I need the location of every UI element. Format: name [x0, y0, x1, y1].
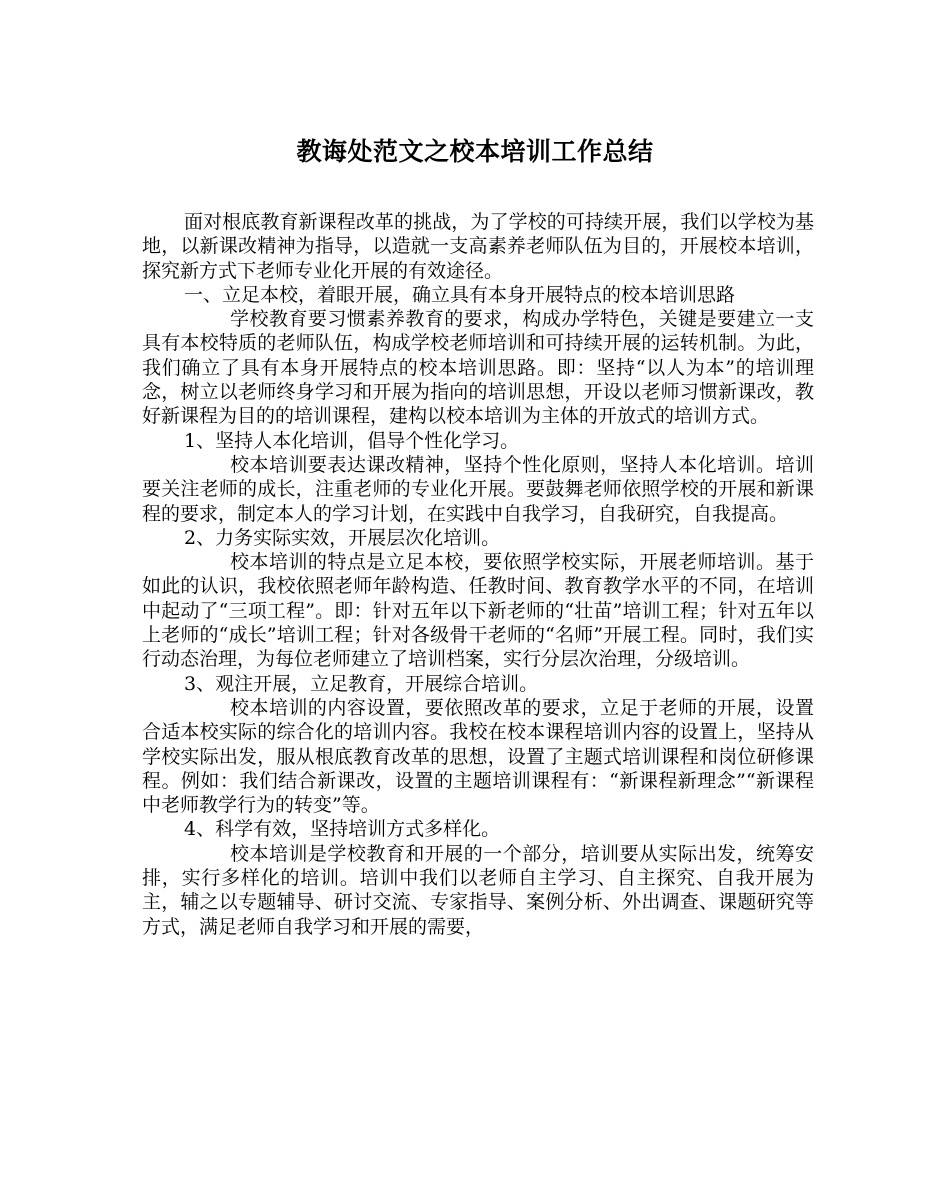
paragraph: 校本培训的特点是立足本校，要依照学校实际，开展老师培训。基于如此的认识，我校依照老师年龄构造、任教时间、教育教学水平的不同，在培训中起动了“三项工程”。即：针对五年以下新老师的“壮苗”培训工程；针对五年以上老师的“成长”培训工程；针对各级骨干老师的“名师”开展工程。同时，我们实行动态治理，为每位老师建立了培训档案，实行分层次治理，分级培训。 — [142, 551, 814, 671]
paragraph: 学校教育要习惯素养教育的要求，构成办学特色，关键是要建立一支具有本校特质的老师队伍，构成学校老师培训和可持续开展的运转机制。为此，我们确立了具有本身开展特点的校本培训思路。即：坚持“以人为本”的培训理念，树立以老师终身学习和开展为指向的培训思想，开设以老师习惯新课改，教好新课程为目的的培训课程，建构以校本培训为主体的开放式的培训方式。 — [142, 308, 814, 428]
document-body — [142, 210, 814, 939]
paragraph: 校本培训的内容设置，要依照改革的要求，立足于老师的开展，设置合适本校实际的综合化的培训内容。我校在校本课程培训内容的设置上，坚持从学校实际出发，服从根底教育改革的思想，设置了主题式培训课程和岗位研修课程。例如：我们结合新课改，设置的主题培训课程有：“新课程新理念”“新课程中老师教学行为的转变”等。 — [142, 696, 814, 817]
paragraph: 一、立足本校，着眼开展，确立具有本身开展特点的校本培训思路 — [184, 283, 736, 306]
paragraph: 1、坚持人本化培训，倡导个性化学习。 — [184, 429, 520, 452]
document-title: 教诲处范文之校本培训工作总结 — [296, 137, 654, 166]
paragraph: 校本培训是学校教育和开展的一个部分，培训要从实际出发，统筹安排，实行多样化的培训。培训中我们以老师自主学习、自主探究、自我开展为主，辅之以专题辅导、研讨交流、专家指导、案例分析、外出调查、课题研究等方式，满足老师自我学习和开展的需要， — [142, 842, 814, 938]
paragraph: 2、力务实际实效，开展层次化培训。 — [184, 526, 501, 549]
paragraph: 校本培训要表达课改精神，坚持个性化原则，坚持人本化培训。培训要关注老师的成长，注重老师的专业化开展。要鼓舞老师依照学校的开展和新课程的要求，制定本人的学习计划，在实践中自我学习，自我研究，自我提高。 — [142, 453, 814, 525]
paragraph: 面对根底教育新课程改革的挑战，为了学校的可持续开展，我们以学校为基地，以新课改精神为指导，以造就一支高素养老师队伍为目的，开展校本培训，探究新方式下老师专业化开展的有效途径。 — [142, 211, 814, 282]
paragraph: 3、观注开展，立足教育，开展综合培训。 — [184, 672, 539, 695]
paragraph: 4、科学有效，坚持培训方式多样化。 — [184, 818, 501, 841]
